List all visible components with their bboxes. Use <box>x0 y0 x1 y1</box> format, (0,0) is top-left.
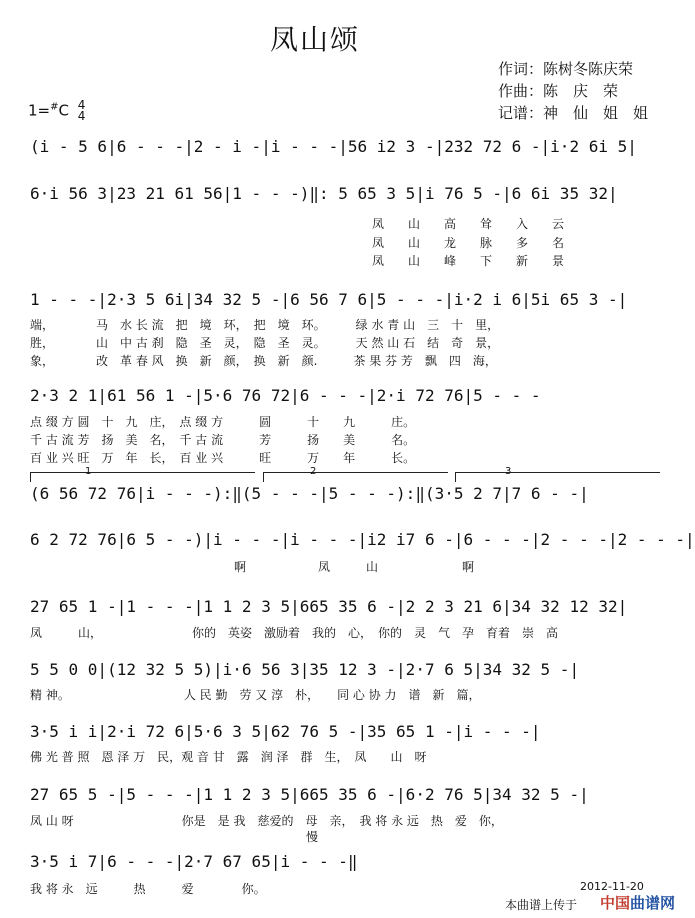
volta-number: 2 <box>310 466 317 477</box>
page-title: 凤山颂 <box>270 23 361 56</box>
lyric-line: 象， 改 革 春 风 换 新 颜， 换 新 颜. 茶 果 芬 芳 飘 四 海， <box>30 354 497 368</box>
upload-notice: 本曲谱上传于 <box>505 898 578 912</box>
key-note: C <box>58 101 69 120</box>
volta-tick <box>263 472 264 482</box>
lyric-line: 百 业 兴 旺 万 年 长， 百 业 兴 旺 万 年 长。 <box>30 451 416 465</box>
volta-number: 3 <box>505 466 512 477</box>
lyric-line: 凤 山 龙 脉 多 名 <box>372 236 565 250</box>
score-line-11: 3·5 i 7|6 - - -|2·7 67 65|i - - -‖ <box>30 852 358 871</box>
notation-credit: 记谱：神 仙 姐 姐 <box>498 104 649 122</box>
volta-tick <box>30 472 31 482</box>
time-signature-bottom: 4 <box>77 109 86 123</box>
upload-date: 2012-11-20 <box>580 880 644 893</box>
score-line-10: 27 65 5 -|5 - - -|1 1 2 3 5|665 35 6 -|6·2 76 5|34 32 5 -| <box>30 785 589 804</box>
score-line-9: 3·5 i i|2·i 72 6|5·6 3 5|62 76 5 -|35 65 1 -|i - - -| <box>30 722 541 741</box>
logo-part-b: 曲谱网 <box>630 894 676 912</box>
lyric-line: 千 古 流 芳 扬 美 名， 千 古 流 芳 扬 美 名。 <box>30 433 416 447</box>
score-line-3: 1 - - -|2·3 5 6i|34 32 5 -|6 56 7 6|5 - - -|i·2 i 6|5i 65 3 -| <box>30 290 628 309</box>
score-line-6: 6 2 72 76|6 5 - -)|i - - -|i - - -|i2 i7 6 -|6 - - -|2 - - -|2 - - -| <box>30 530 695 549</box>
score-line-5: (6 56 72 76|i - - -):‖(5 - - -|5 - - -):‖(3·5 2 7|7 6 - -| <box>30 484 589 503</box>
score-line-1: (i - 5 6|6 - - -|2 - i -|i - - -|56 i2 3 -|232 72 6 -|i·2 6i 5| <box>30 137 637 156</box>
score-line-7: 27 65 1 -|1 - - -|1 1 2 3 5|665 35 6 -|2 2 3 21 6|34 32 12 32| <box>30 597 628 616</box>
volta-number: 1 <box>85 466 92 477</box>
lyric-line: 我 将 永 远 热 爱 你。 <box>30 882 266 896</box>
lyric-line: 凤 山 高 耸 入 云 <box>372 217 565 231</box>
score-line-8: 5 5 0 0|(12 32 5 5)|i·6 56 3|35 12 3 -|2·7 6 5|34 32 5 -| <box>30 660 580 679</box>
lyric-line: 凤 山， 你的 英姿 激励着 我的 心， 你的 灵 气 孕 育着 崇 高 <box>30 626 559 640</box>
score-line-2: 6·i 56 3|23 21 61 56|1 - - -)‖: 5 65 3 5|i 76 5 -|6 6i 35 32| <box>30 184 618 203</box>
lyric-line: 凤 山 峰 下 新 景 <box>372 254 565 268</box>
lyric-line: 精 神。 人 民 勤 劳 又 淳 朴， 同 心 协 力 谱 新 篇， <box>30 688 481 702</box>
volta-bracket <box>30 472 255 473</box>
lyric-line: 佛 光 普 照 恩 泽 万 民，观 音 甘 露 润 泽 群 生， 凤 山 呀 <box>30 750 427 764</box>
volta-bracket <box>455 472 660 473</box>
lyric-line: 啊 凤 山 啊 <box>30 560 475 574</box>
composer-credit: 作曲：陈 庆 荣 <box>498 82 619 100</box>
key-prefix: 1= <box>28 101 51 120</box>
score-line-4: 2·3 2 1|61 56 1 -|5·6 76 72|6 - - -|2·i 72 76|5 - - - <box>30 386 541 405</box>
volta-tick <box>455 472 456 482</box>
logo-part-a: 中国 <box>600 894 631 912</box>
volta-bracket <box>263 472 448 473</box>
tempo-marking: 慢 <box>30 830 319 844</box>
site-logo[interactable] <box>600 892 675 913</box>
time-signature <box>78 100 86 122</box>
lyric-line: 胜， 山 中 古 刹 隐 圣 灵， 隐 圣 灵。 天 然 山 石 结 奇 景， <box>30 336 500 350</box>
lyricist-credit: 作词：陈树冬陈庆荣 <box>498 60 634 78</box>
time-signature-top: 4 <box>77 98 86 112</box>
lyric-line: 端， 马 水 长 流 把 境 环， 把 境 环。 绿 水 青 山 三 十 里， <box>30 318 500 332</box>
key-signature <box>28 100 85 122</box>
lyric-line: 凤 山 呀 你是 是 我 慈爱的 母 亲， 我 将 永 远 热 爱 你， <box>30 814 503 828</box>
key-sharp: # <box>50 101 59 113</box>
lyric-line: 点 缀 方 圆 十 九 庄， 点 缀 方 圆 十 九 庄。 <box>30 415 416 429</box>
